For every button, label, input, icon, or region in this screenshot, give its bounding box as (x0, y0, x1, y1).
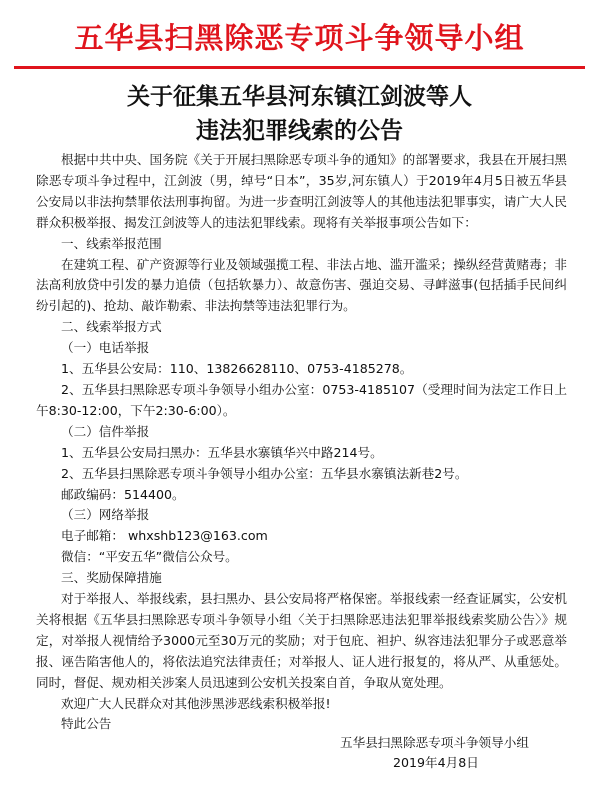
phone-report-heading: （一）电话举报 (61, 340, 150, 356)
mail-report-heading: （二）信件举报 (61, 423, 150, 439)
signature-organization: 五华县扫黑除恶专项斗争领导小组 (340, 735, 529, 750)
signature-date: 2019年4月8日 (393, 755, 479, 770)
letterhead-title: 五华县扫黑除恶专项斗争领导小组 (74, 21, 525, 55)
notice-title-line-2: 违法犯罪线索的公告 (196, 117, 403, 144)
section-3-paragraph: 对于举报人、举报线索，县扫黑办、县公安局将严格保密。举报线索一经查证属实，公安机关将根据《五华县扫黑除恶专项斗争领导小组〈关于扫黑除恶违法犯罪举报线索奖励公告〉》规定，对举报人视情给予3000元至30万元的奖励；对于包庇、袒护、纵容违法犯罪分子或恶意举报、诬告陷害他人的，将依法追究法律责任；对举报人、证人进行报复的，将从严、从重惩处。同时，督促、规劝相关涉案人员迅速到公安机关投案自首，争取从宽处理。 (36, 591, 567, 690)
notice-body (36, 150, 567, 735)
signature-block (340, 733, 580, 773)
online-report-heading: （三）网络举报 (61, 507, 150, 523)
section-1-heading: 一、线索举报范围 (61, 235, 162, 251)
section-2-heading: 二、线索举报方式 (61, 319, 162, 335)
mail-report-item-1: 1、五华县公安局扫黑办：五华县水寨镇华兴中路214号。 (61, 444, 383, 460)
letterhead (0, 0, 599, 70)
special-notice: 特此公告 (61, 716, 112, 732)
letterhead-red-rule (14, 66, 585, 69)
phone-report-item-2: 2、五华县扫黑除恶专项斗争领导小组办公室：0753-4185107（受理时间为法定工作日上午8:30-12:00，下午2:30-6:00）。 (36, 381, 567, 418)
mail-report-item-2: 2、五华县扫黑除恶专项斗争领导小组办公室：五华县水寨镇法新巷2号。 (61, 465, 468, 481)
section-1-paragraph: 在建筑工程、矿产资源等行业及领域强揽工程、非法占地、滥开滥采；操纵经营黄赌毒；非法高利放贷中引发的暴力追债（包括软暴力）、故意伤害、强迫交易、寻衅滋事(包括插手民间纠纷引起的)、抢劫、敲诈勒索、非法拘禁等违法犯罪行为。 (36, 256, 567, 314)
notice-title-line-1: 关于征集五华县河东镇江剑波等人 (127, 83, 472, 110)
closing-appeal: 欢迎广大人民群众对其他涉黑涉恶线索积极举报! (61, 695, 331, 711)
intro-paragraph: 根据中共中央、国务院《关于开展扫黑除恶专项斗争的通知》的部署要求，我县在开展扫黑除恶专项斗争过程中，江剑波（男，绰号“日本”，35岁,河东镇人）于2019年4月5日被五华县公安局以非法拘禁罪依法刑事拘留。为进一步查明江剑波等人的其他违法犯罪事实，请广大人民群众积极举报、揭发江剑波等人的违法犯罪线索。现将有关举报事项公告如下： (36, 152, 567, 230)
notice-title (0, 80, 599, 148)
phone-report-item-1: 1、五华县公安局：110、13826628110、0753-4185278。 (61, 361, 413, 377)
report-wechat: 微信：“平安五华”微信公众号。 (61, 549, 238, 565)
section-3-heading: 三、奖励保障措施 (61, 570, 162, 586)
postcode: 邮政编码：514400。 (61, 486, 185, 502)
report-email: 电子邮箱： whxshb123@163.com (61, 528, 268, 544)
